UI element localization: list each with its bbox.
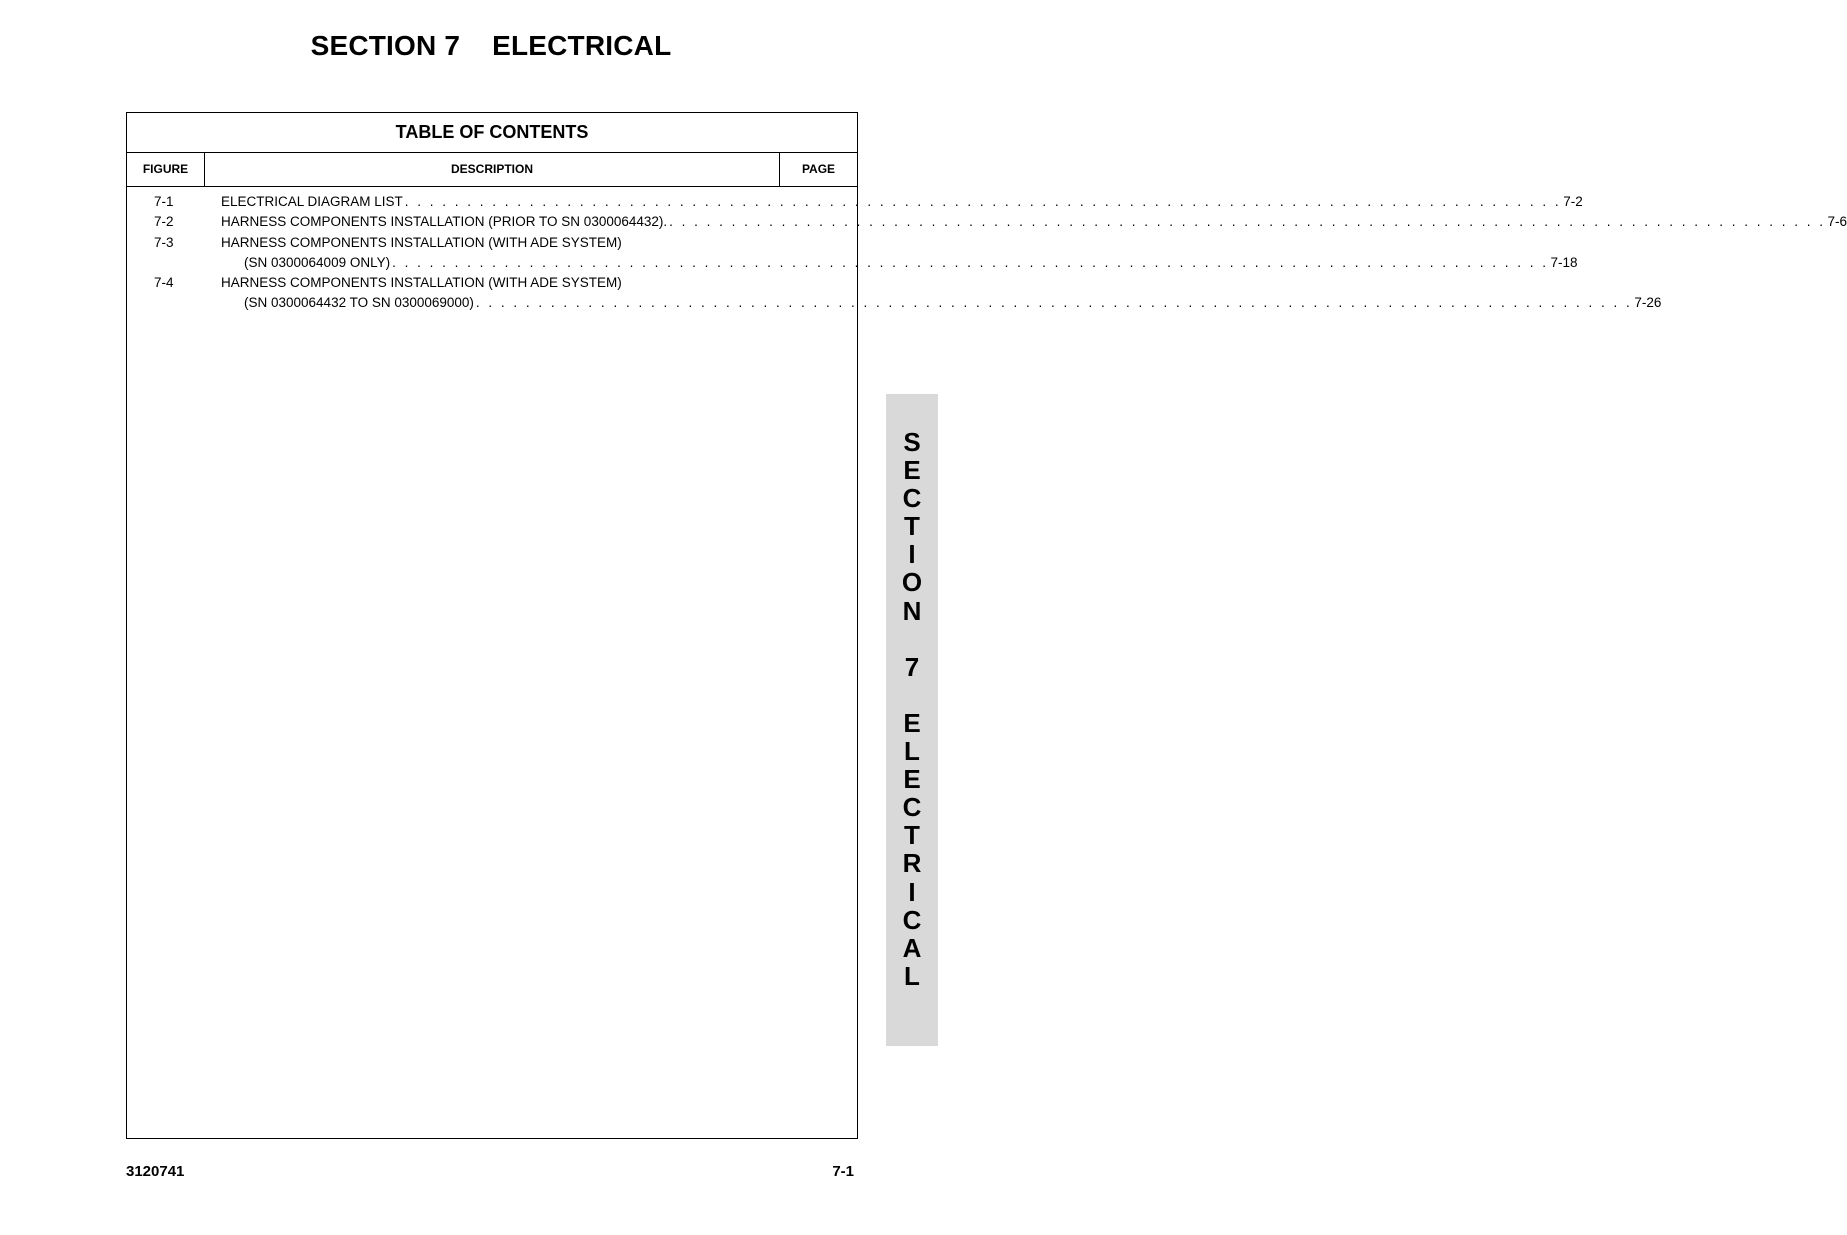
entry-page: 7-26 [1634,295,1662,311]
toc-heading: TABLE OF CONTENTS [127,113,857,153]
toc-entry-continuation[interactable] [127,253,1578,273]
entry-leader [221,192,1583,212]
figure-column-header: FIGURE [127,153,205,187]
toc-entry[interactable] [127,212,1847,232]
entry-title: ELECTRICAL DIAGRAM LIST [221,194,403,209]
description-column-header: DESCRIPTION [205,153,780,187]
document-number: 3120741 [126,1163,185,1180]
entry-leader [244,253,1578,273]
entry-page: 7-2 [1563,194,1583,209]
toc-entry-continuation[interactable] [127,293,1662,313]
toc-entries [127,192,1847,314]
entry-title: HARNESS COMPONENTS INSTALLATION (WITH ADE SYSTEM) [221,275,622,291]
page-title: SECTION 7 ELECTRICAL [310,30,672,61]
entry-page: 7-18 [1550,254,1578,270]
toc-entry[interactable] [127,233,857,253]
figure-number: 7-4 [154,275,174,291]
toc-entry[interactable] [127,192,1583,212]
entry-leader [244,293,1662,313]
figure-number: 7-1 [154,194,174,209]
dot-leader: . . . . . . . . . . . . . . . . . . . . . . . . . . . . . . . . . . . . . . . . . . . . . . . . . . . . . . . . . . . . . . . . . . . . . . . . . . . . . . . . . . . . . . . . . . . . . [669,214,1826,230]
dot-leader: . . . . . . . . . . . . . . . . . . . . . . . . . . . . . . . . . . . . . . . . . . . . . . . . . . . . . . . . . . . . . . . . . . . . . . . . . . . . . . . . . . . . . . . . . . . . . [404,194,1562,209]
toc-entry[interactable] [127,273,857,293]
entry-leader [221,212,1847,232]
entry-title: HARNESS COMPONENTS INSTALLATION (WITH ADE SYSTEM) [221,234,622,250]
entry-subtitle: (SN 0300064432 TO SN 0300069000) [244,295,474,311]
entry-subtitle: (SN 0300064009 ONLY) [244,254,391,270]
figure-number: 7-2 [154,214,174,230]
section-side-tab [886,394,938,1046]
page-number: 7-1 [832,1163,854,1180]
dot-leader: . . . . . . . . . . . . . . . . . . . . . . . . . . . . . . . . . . . . . . . . . . . . . . . . . . . . . . . . . . . . . . . . . . . . . . . . . . . . . . . . . . . . . . . . . . . . . [392,254,1549,270]
dot-leader: . . . . . . . . . . . . . . . . . . . . . . . . . . . . . . . . . . . . . . . . . . . . . . . . . . . . . . . . . . . . . . . . . . . . . . . . . . . . . . . . . . . . . . . . . . . . . [475,295,1633,311]
page-column-header: PAGE [780,153,857,187]
side-tab-label: S E C T I O N 7 E L E C T R I C A L [901,427,923,991]
entry-title: HARNESS COMPONENTS INSTALLATION (PRIOR TO SN 0300064432). [221,214,668,230]
entry-page: 7-6 [1827,214,1847,230]
figure-number: 7-3 [154,234,174,250]
